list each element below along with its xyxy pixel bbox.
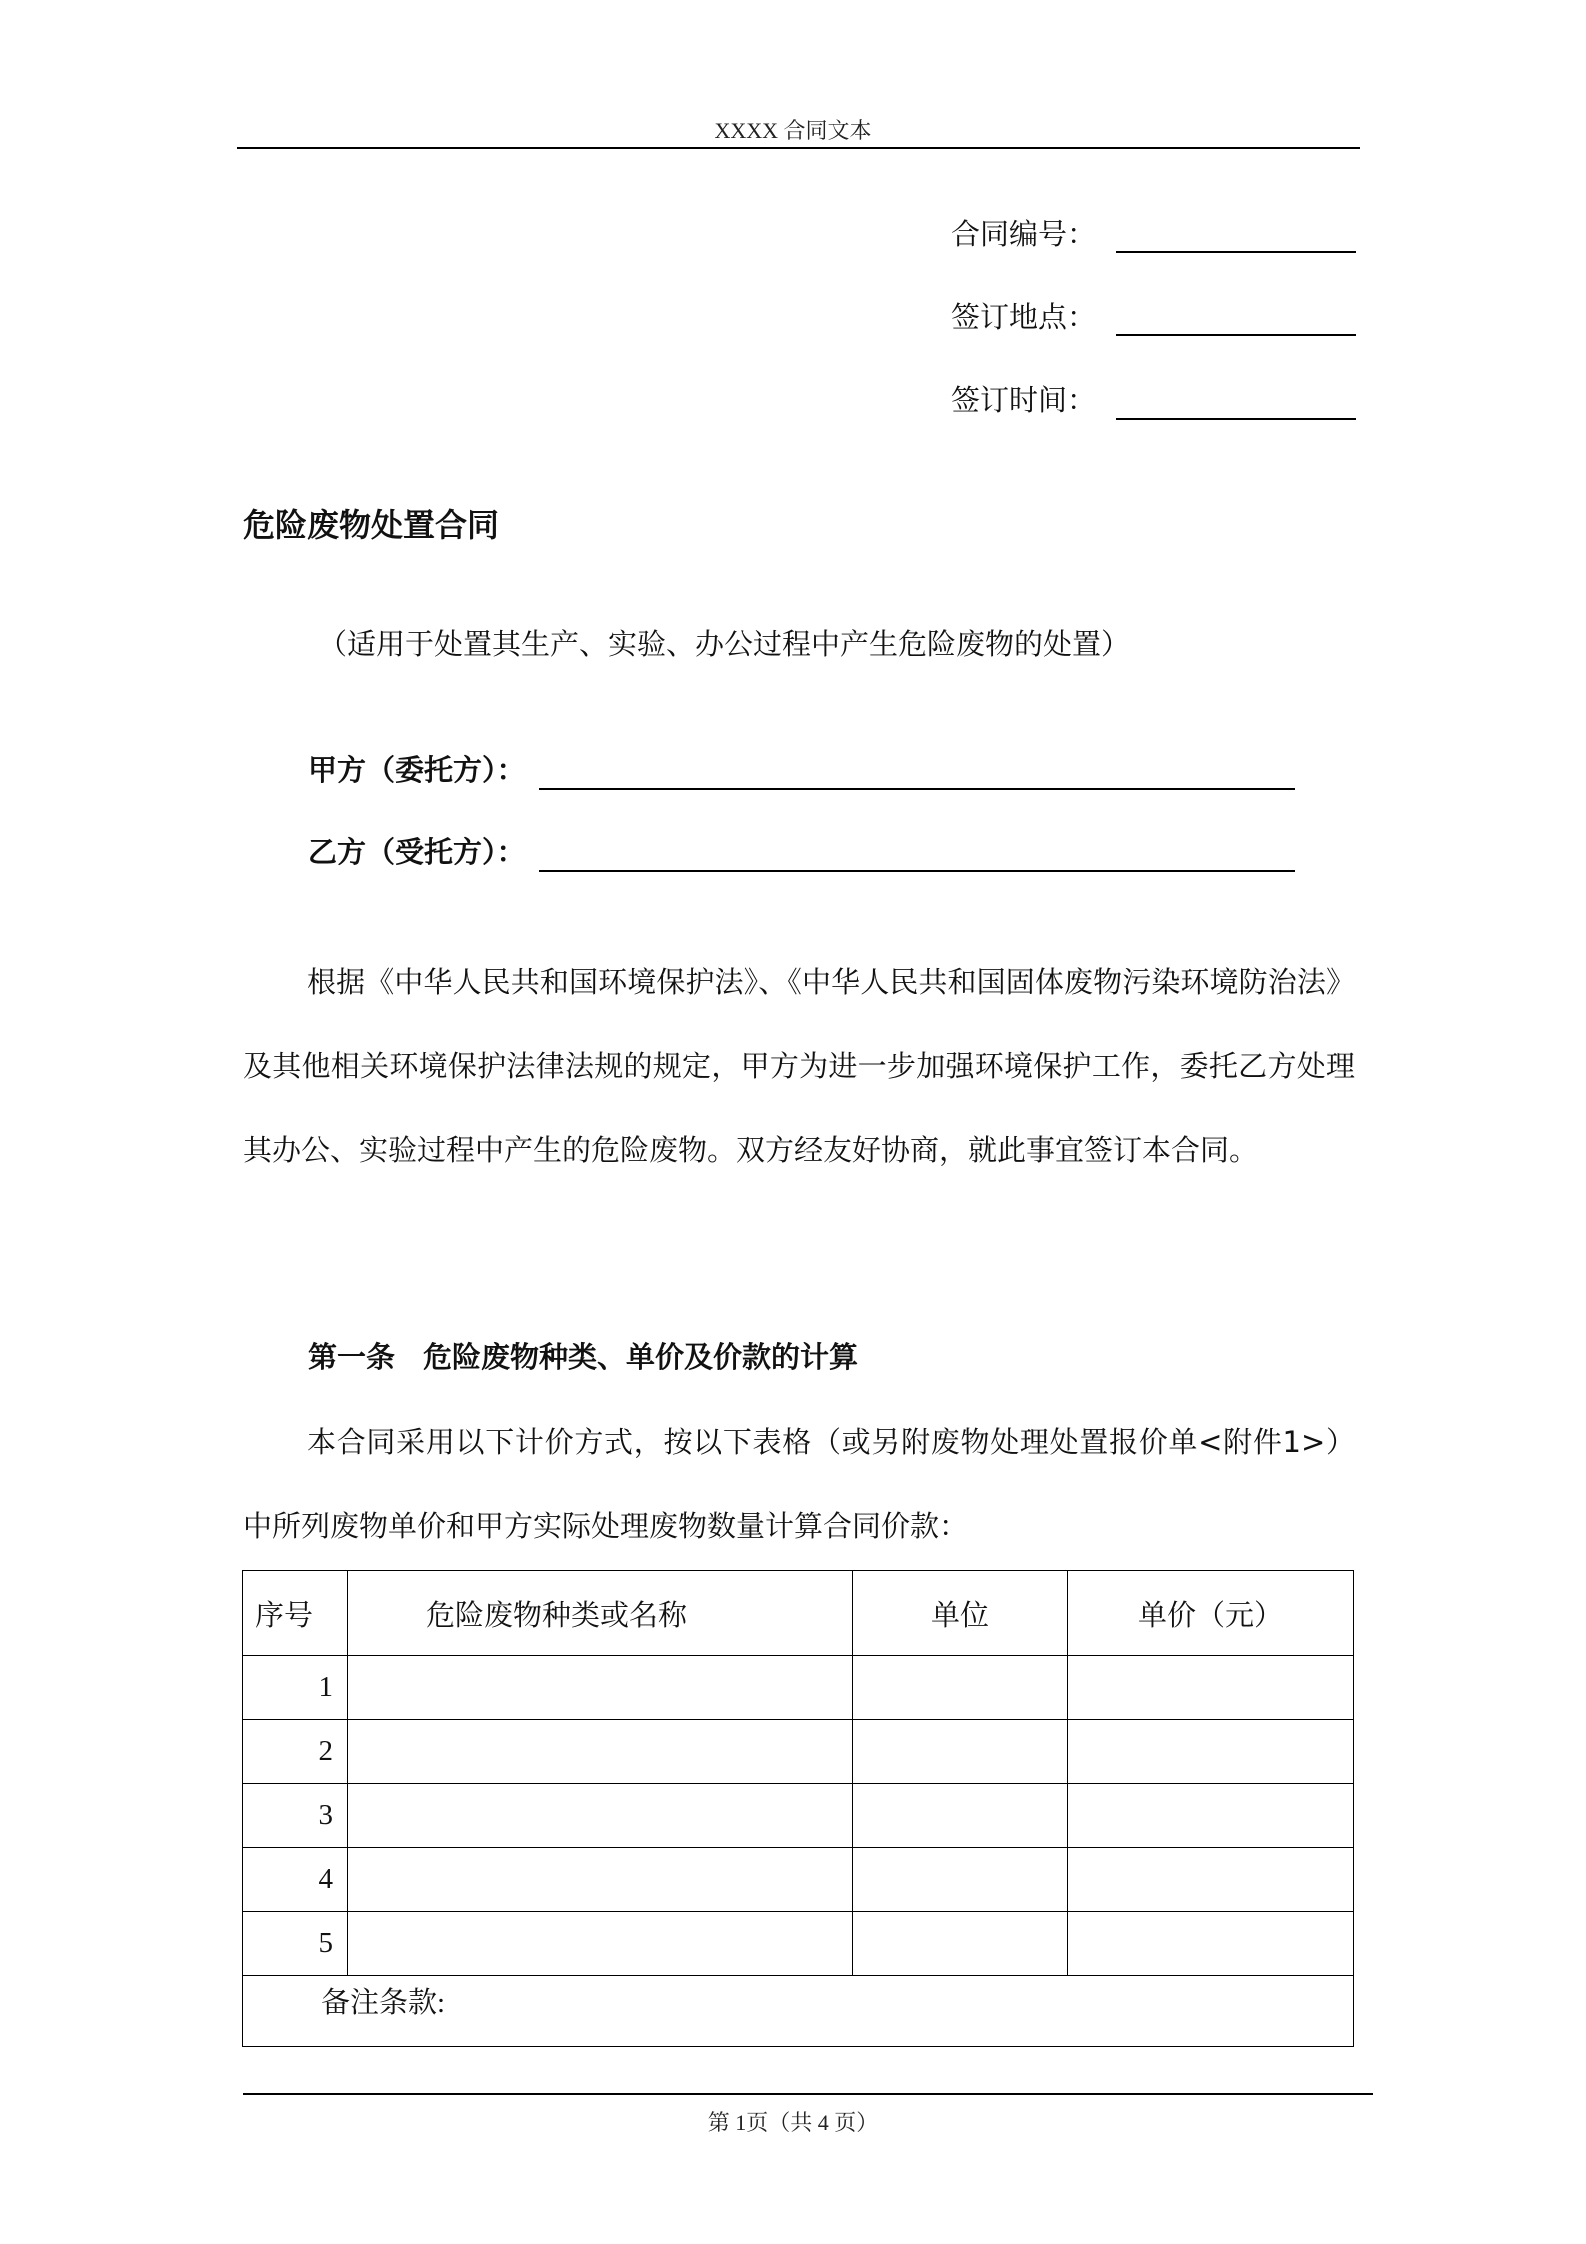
row-waste-name-cell[interactable]	[348, 1784, 853, 1848]
header-waste-name: 危险废物种类或名称	[348, 1571, 853, 1656]
signing-time-label: 签订时间：	[951, 383, 1097, 417]
row-serial-no: 3	[243, 1784, 348, 1848]
row-waste-name-cell[interactable]	[348, 1912, 853, 1976]
row-price-cell[interactable]	[1068, 1720, 1354, 1784]
document-title: 危险废物处置合同	[243, 506, 500, 544]
page-header-title: XXXX 合同文本	[714, 118, 872, 143]
header-unit-price: 单价（元）	[1068, 1571, 1354, 1656]
party-a-label: 甲方（委托方）：	[308, 753, 526, 787]
contract-number-label: 合同编号：	[951, 217, 1097, 251]
row-serial-no: 1	[243, 1656, 348, 1720]
signing-place-field[interactable]	[1116, 334, 1356, 336]
preamble-paragraph: 根据《中华人民共和国环境保护法》、《中华人民共和国固体废物污染环境防治法》及其他相关环境保护法律法规的规定，甲方为进一步加强环境保护工作，委托乙方处理其办公、实验过程中产生的危险废物。双方经友好协商，就此事宜签订本合同。	[243, 965, 1355, 1167]
row-serial-no: 2	[243, 1720, 348, 1784]
table-row	[243, 1848, 1354, 1912]
remarks-label[interactable]: 备注条款:	[243, 1976, 1354, 2047]
row-price-cell[interactable]	[1068, 1912, 1354, 1976]
signing-time-field[interactable]	[1116, 418, 1356, 420]
article-1-body: 本合同采用以下计价方式，按以下表格（或另附废物处理处置报价单<附件1>）中所列废物单价和甲方实际处理废物数量计算合同价款：	[243, 1425, 1355, 1543]
header-divider	[237, 147, 1360, 149]
row-serial-no: 5	[243, 1912, 348, 1976]
document-subtitle: （适用于处置其生产、实验、办公过程中产生危险废物的处置）	[318, 627, 1131, 661]
table-row	[243, 1656, 1354, 1720]
page-number: 第 1页（共 4 页）	[707, 2110, 879, 2135]
row-unit-cell[interactable]	[853, 1912, 1068, 1976]
header-serial-no: 序号	[243, 1571, 348, 1656]
remarks-row	[243, 1976, 1354, 2047]
row-price-cell[interactable]	[1068, 1848, 1354, 1912]
footer-divider	[243, 2093, 1373, 2095]
table-row	[243, 1720, 1354, 1784]
row-waste-name-cell[interactable]	[348, 1848, 853, 1912]
article-1-number: 第一条	[308, 1340, 396, 1374]
price-table	[242, 1570, 1354, 2047]
table-row	[243, 1784, 1354, 1848]
article-1-heading	[308, 1335, 858, 1376]
row-waste-name-cell[interactable]	[348, 1720, 853, 1784]
table-header-row	[243, 1571, 1354, 1656]
article-1-title: 危险废物种类、单价及价款的计算	[423, 1340, 859, 1374]
row-waste-name-cell[interactable]	[348, 1656, 853, 1720]
row-serial-no: 4	[243, 1848, 348, 1912]
row-unit-cell[interactable]	[853, 1848, 1068, 1912]
row-price-cell[interactable]	[1068, 1784, 1354, 1848]
party-b-label: 乙方（受托方）：	[308, 835, 526, 869]
row-unit-cell[interactable]	[853, 1784, 1068, 1848]
contract-number-field[interactable]	[1116, 251, 1356, 253]
table-row	[243, 1912, 1354, 1976]
row-price-cell[interactable]	[1068, 1656, 1354, 1720]
header-unit: 单位	[853, 1571, 1068, 1656]
row-unit-cell[interactable]	[853, 1720, 1068, 1784]
signing-place-label: 签订地点：	[951, 300, 1097, 334]
row-unit-cell[interactable]	[853, 1656, 1068, 1720]
party-b-field[interactable]	[539, 870, 1295, 872]
party-a-field[interactable]	[539, 788, 1295, 790]
